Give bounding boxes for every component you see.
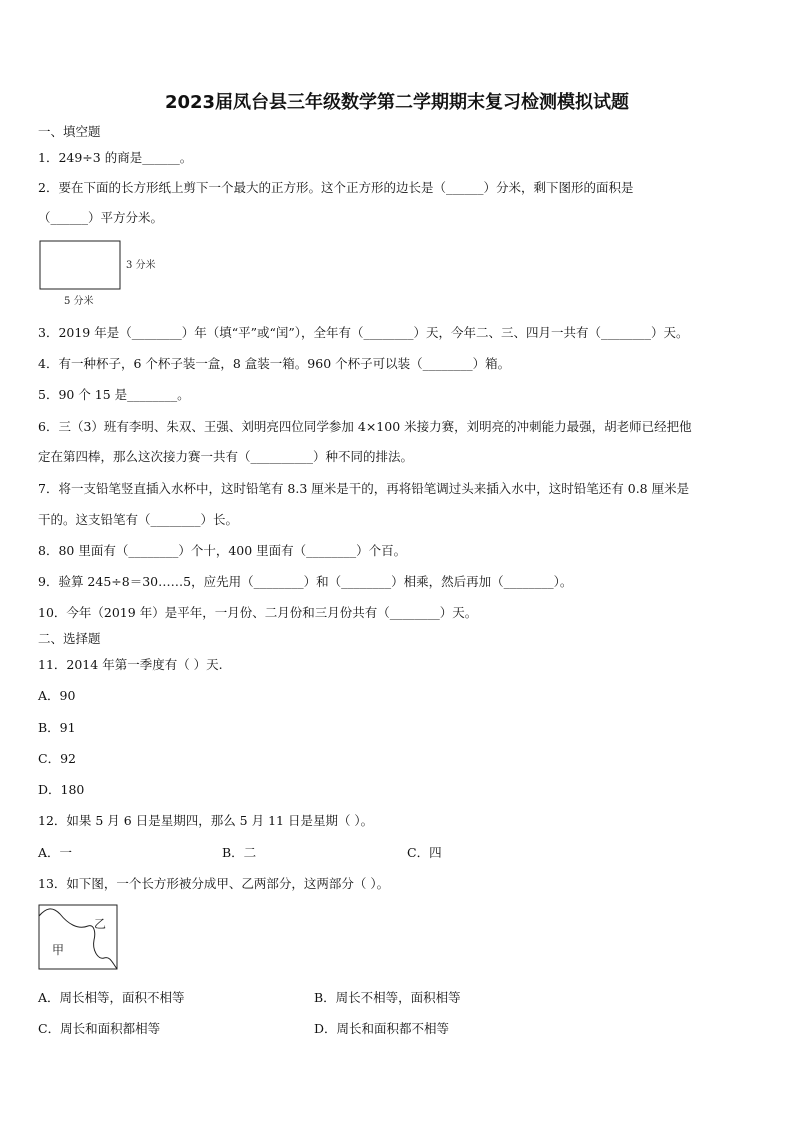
question-3: 3．2019 年是（________）年（填“平”或“闰”），全年有（________）天，今年二、三、四月一共有（________）天。 — [38, 325, 689, 340]
question-12-option-b: B．二 — [222, 845, 257, 860]
rectangle-bottom-label: 5 分米 — [64, 296, 94, 307]
question-6-line-1: 6．三（3）班有李明、朱双、王强、刘明亮四位同学参加 4×100 米接力赛，刘明亮的冲刺能力最强，胡老师已经把他 — [38, 419, 692, 434]
question-12-option-c: C．四 — [407, 845, 442, 860]
section-heading-multiple-choice: 二、选择题 — [38, 631, 101, 646]
outer-rectangle — [39, 905, 117, 969]
question-2-line-2: （______）平方分米。 — [38, 210, 164, 225]
question-12-option-a: A．一 — [38, 845, 73, 860]
question-10: 10．今年（2019 年）是平年，一月份、二月份和三月份共有（________）天。 — [38, 605, 478, 620]
question-13-divided-rectangle-figure — [38, 904, 120, 972]
rectangle-side-label: 3 分米 — [126, 260, 156, 271]
question-7-line-1: 7．将一支铅笔竖直插入水杯中，这时铅笔有 8.3 厘米是干的，再将铅笔调过头来插入水中，这时铅笔还有 0.8 厘米是 — [38, 481, 690, 496]
question-13-option-d: D．周长和面积都不相等 — [314, 1021, 450, 1036]
question-2-rectangle-figure — [38, 238, 178, 310]
question-13-option-a: A．周长相等，面积不相等 — [38, 990, 185, 1005]
question-4: 4．有一种杯子，6 个杯子装一盒，8 盒装一箱。960 个杯子可以装（________）箱。 — [38, 356, 511, 371]
question-13-option-c: C．周长和面积都相等 — [38, 1021, 161, 1036]
question-11-option-a: A．90 — [38, 688, 76, 703]
question-13-option-b: B．周长不相等，面积相等 — [314, 990, 461, 1005]
question-12: 12．如果 5 月 6 日是星期四，那么 5 月 11 日是星期（ ）。 — [38, 813, 374, 828]
question-9: 9．验算 245÷8＝30……5，应先用（________）和（________）相乘，然后再加（________）。 — [38, 574, 573, 589]
question-11: 11．2014 年第一季度有（ ）天. — [38, 657, 223, 672]
question-13: 13．如下图，一个长方形被分成甲、乙两部分，这两部分（ ）。 — [38, 876, 390, 891]
page-title: 2023届凤台县三年级数学第二学期期末复习检测模拟试题 — [164, 92, 630, 113]
question-5: 5．90 个 15 是________。 — [38, 387, 190, 402]
region-b-label: 乙 — [94, 917, 107, 931]
question-1: 1．249÷3 的商是______。 — [38, 150, 193, 165]
question-11-option-b: B．91 — [38, 720, 76, 735]
question-2-line-1: 2．要在下面的长方形纸上剪下一个最大的正方形。这个正方形的边长是（______）分米，剩下图形的面积是 — [38, 180, 634, 195]
question-6-line-2: 定在第四棒，那么这次接力赛一共有（__________）种不同的排法。 — [38, 449, 414, 464]
section-heading-fill-blank: 一、填空题 — [38, 124, 101, 139]
question-11-option-c: C．92 — [38, 751, 76, 766]
question-8: 8．80 里面有（________）个十，400 里面有（________）个百。 — [38, 543, 407, 558]
rectangle-shape — [40, 241, 120, 289]
region-a-label: 甲 — [52, 943, 65, 957]
question-11-option-d: D．180 — [38, 782, 85, 797]
question-7-line-2: 干的。这支铅笔有（________）长。 — [38, 512, 239, 527]
